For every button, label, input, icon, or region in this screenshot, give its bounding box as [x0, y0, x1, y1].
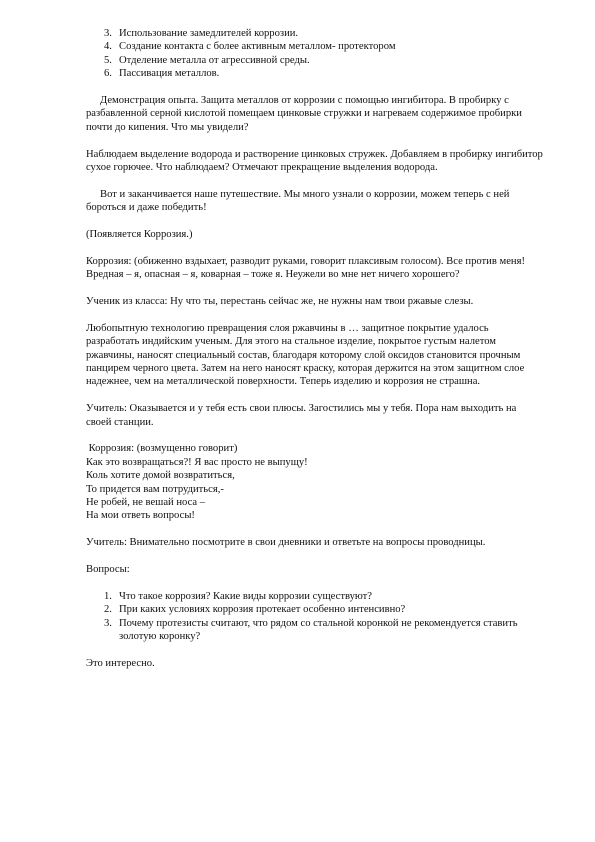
- student-speech: Ученик из класса: Ну что ты, перестань сейчас же, не нужны нам твои ржавые слезы.: [86, 296, 474, 308]
- observation-paragraph: Наблюдаем выделение водорода и растворение цинковых стружек. Добавляем в пробирку ингибитор сухое горючее. Что наблюдаем? Отмечают прекращение выделения водорода.: [86, 148, 543, 174]
- poem-line: Не робей, не вешай носа –: [86, 497, 206, 509]
- teacher-speech-2: Учитель: Внимательно посмотрите в свои дневники и ответьте на вопросы проводницы.: [86, 537, 486, 549]
- list-item: 6. Пассивация металлов.: [104, 68, 220, 80]
- list-item: 4. Создание контакта с более активным металлом- протектором: [104, 41, 396, 53]
- teacher-speech: Учитель: Оказывается и у тебя есть свои плюсы. Загостились мы у тебя. Пора нам выходить на своей станции.: [86, 403, 517, 428]
- closing-line: Это интересно.: [86, 657, 155, 669]
- corrosion-poem: [86, 442, 544, 522]
- corrosion-speech: Коррозия: (обиженно вздыхает, разводит руками, говорит плаксивым голосом). Все против меня! Вредная – я, опасная – я, коварная – тоже я. Неужели во мне нет ничего хорошего?: [86, 255, 525, 281]
- demonstration-paragraph: Демонстрация опыта. Защита металлов от коррозии с помощью ингибитора. В пробирку с разбавленной серной кислотой помещаем цинковые стружки и нагреваем содержимое пробирки почти до кипения. Что мы увидели?: [86, 95, 522, 133]
- methods-list: [86, 27, 544, 81]
- technology-paragraph: Любопытную технологию превращения слоя ржавчины в … защитное покрытие удалось разработать индийским ученым. Для этого на стальное изделие, покрытое густым налетом ржавчины, наносят специальный состав, благодаря которому слой оксидов становится прочным панцирем черного цвета. Затем на него наносят краску, которая держится на этом защитном слое надежнее, чем на металлической поверхности. Теперь изделию и коррозия не страшна.: [86, 322, 525, 388]
- poem-line: Коррозия: (возмущенно говорит): [86, 443, 238, 455]
- questions-list: [86, 590, 544, 644]
- poem-line: Коль хотите домой возвратиться,: [86, 470, 235, 482]
- list-item: 2. При каких условиях коррозия протекает особенно интенсивно?: [104, 604, 406, 616]
- questions-heading: Вопросы:: [86, 564, 130, 576]
- page-content: [86, 27, 544, 670]
- list-item: 1. Что такое коррозия? Какие виды коррозии существуют?: [104, 590, 372, 602]
- poem-line: Как это возвращаться?! Я вас просто не выпущу!: [86, 456, 308, 468]
- stage-direction: (Появляется Коррозия.): [86, 229, 193, 241]
- list-item: 5. Отделение металла от агрессивной среды.: [104, 54, 310, 66]
- list-item: 3. Использование замедлителей коррозии.: [104, 28, 299, 39]
- list-item: 3. Почему протезисты считают, что рядом со стальной коронкой не рекомендуется ставить золотую коронку?: [104, 617, 518, 643]
- poem-line: То придется вам потрудиться,-: [86, 483, 224, 495]
- poem-line: На мои ответь вопросы!: [86, 510, 195, 522]
- journey-paragraph: Вот и заканчивается наше путешествие. Мы много узнали о коррозии, можем теперь с ней бороться и даже победить!: [86, 188, 510, 214]
